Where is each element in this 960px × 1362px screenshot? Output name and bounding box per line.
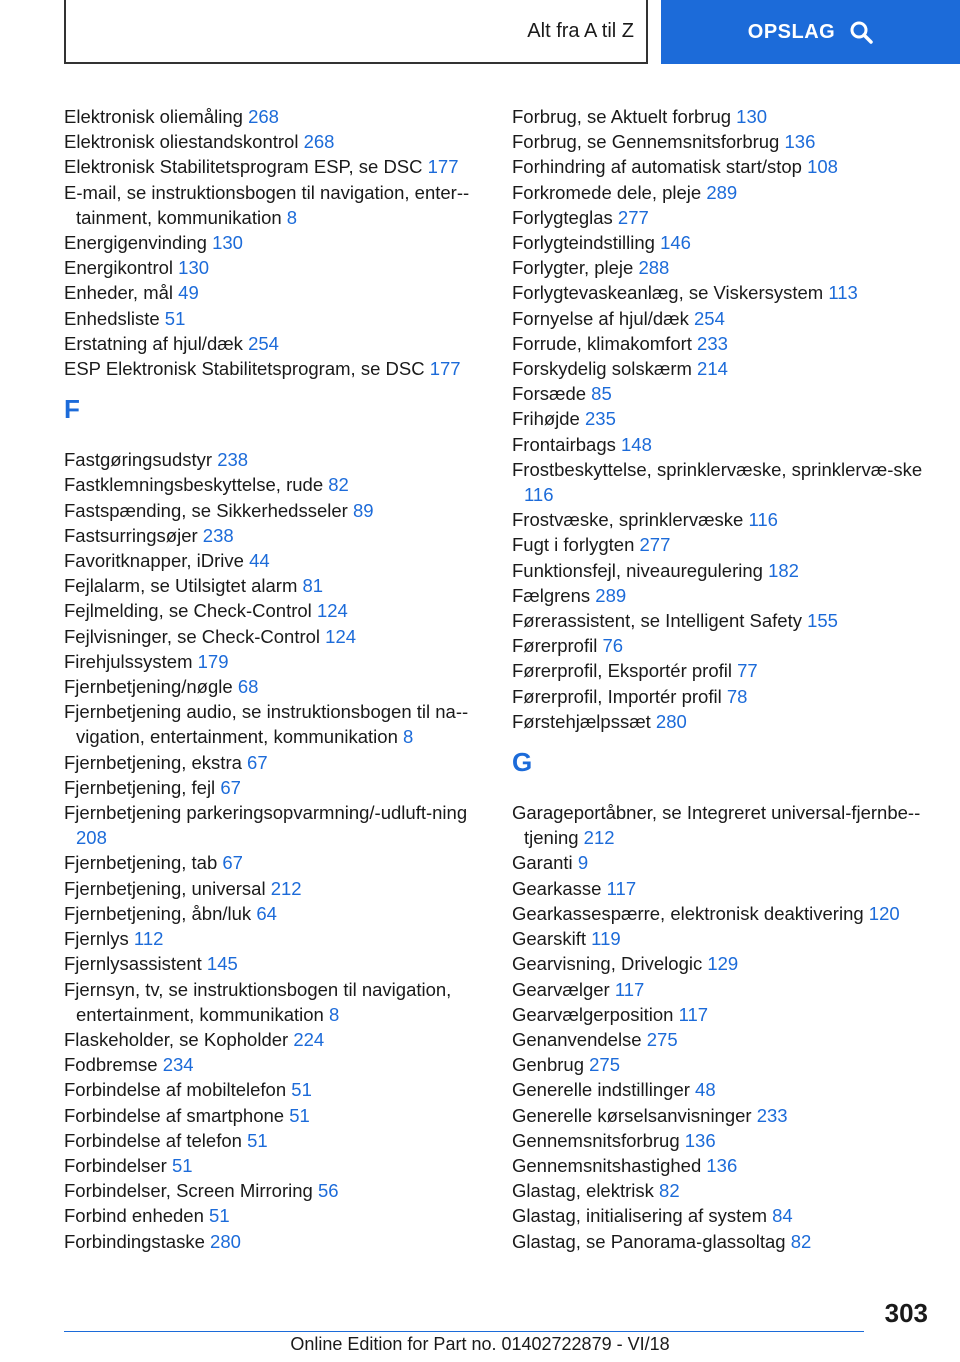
search-button-label: OPSLAG: [747, 20, 836, 43]
index-entry: [512, 876, 932, 901]
index-entry-text: Frihøjde: [512, 408, 585, 430]
index-entry-text: Forbindelser: [64, 1154, 172, 1176]
index-entry-text: Førerprofil, Importér profil: [512, 685, 727, 707]
index-entry: [512, 558, 932, 583]
index-entry: [512, 457, 932, 507]
index-entry-text: Fjernbetjening/nøgle: [64, 676, 238, 698]
index-entry: [512, 850, 932, 875]
index-entry-text: Gennemsnitshastighed: [512, 1154, 707, 1176]
index-entry-text: Fjernlys: [64, 928, 134, 950]
index-entry-text: ESP Elektronisk Stabilitetsprogram, se DSC: [64, 358, 430, 380]
index-entry: [64, 800, 484, 850]
index-entry: [64, 306, 484, 331]
index-entry: [512, 709, 932, 734]
index-page-link[interactable]: 84: [772, 1205, 793, 1227]
index-entry: [64, 624, 484, 649]
index-page-link[interactable]: 177: [429, 358, 461, 380]
index-entry-text: Gearkasse: [512, 877, 607, 899]
index-entry: [64, 901, 484, 926]
index-entry: [64, 1203, 484, 1228]
index-page-link[interactable]: 78: [726, 685, 748, 707]
index-page-link[interactable]: 177: [427, 156, 459, 178]
index-entry: [64, 280, 484, 305]
index-entry: [64, 331, 484, 356]
index-page-link[interactable]: 48: [695, 1079, 716, 1101]
index-page-link[interactable]: 112: [133, 928, 164, 950]
index-page-link[interactable]: 51: [209, 1205, 230, 1227]
index-entry: [512, 926, 932, 951]
index-entry-text: Forsæde: [512, 383, 592, 405]
index-entry-text: Gearvælger: [512, 978, 615, 1000]
index-entry: [512, 331, 932, 356]
index-entry-text: Fastgøringsudstyr: [64, 449, 218, 471]
index-entry: [512, 1002, 932, 1027]
index-entry-text: Generelle indstillinger: [512, 1079, 696, 1101]
index-page-link[interactable]: 130: [736, 106, 768, 127]
index-entry-text: E-mail, se instruktionsbogen til navigation, enter-tainment, kommunikation: [64, 181, 470, 228]
index-entry-text: Fastsurringsøjer: [64, 524, 203, 546]
index-entry-text: Forbindingstaske: [64, 1230, 211, 1252]
index-entry-text: Forlygteindstilling: [512, 232, 661, 254]
index-column-left: [64, 104, 484, 1254]
index-page-link[interactable]: 268: [248, 106, 279, 127]
index-entry: [64, 447, 484, 472]
index-entry: [64, 699, 484, 749]
search-icon: [849, 20, 873, 44]
index-page-link[interactable]: 136: [684, 1129, 716, 1151]
index-entry-text: Forlygteglas: [512, 206, 618, 228]
index-column-right: [512, 104, 932, 1254]
index-entry: [512, 633, 932, 658]
index-entry: [512, 800, 932, 850]
index-entry-text: Fejlmelding, se Check-Control: [64, 600, 317, 622]
index-entry-text: Fodbremse: [64, 1054, 163, 1076]
index-page-link[interactable]: 288: [638, 257, 670, 279]
index-entry: [512, 507, 932, 532]
index-entry-text: Generelle kørselsanvisninger: [512, 1104, 757, 1126]
index-entry-text: Forbindelse af mobiltelefon: [64, 1079, 292, 1101]
index-page-link[interactable]: 136: [706, 1154, 738, 1176]
index-entry-text: Fjernbetjening, fejl: [64, 776, 221, 798]
index-page-link[interactable]: 155: [807, 610, 838, 632]
index-entry-text: Frostvæske, sprinklervæske: [512, 509, 749, 531]
index-page-link[interactable]: 254: [694, 307, 725, 329]
index-entry: [64, 977, 484, 1027]
index-page-link[interactable]: 136: [784, 131, 816, 153]
index-page-link[interactable]: 81: [302, 575, 324, 597]
index-entry-text: Elektronisk oliestandskontrol: [64, 131, 304, 153]
index-entry: [64, 230, 484, 255]
index-page-link[interactable]: 120: [868, 902, 900, 924]
index-page-link[interactable]: 289: [595, 584, 627, 606]
index-entry-text: Gearkassespærre, elektronisk deaktivering: [512, 902, 869, 924]
index-entry: [512, 432, 932, 457]
index-page-link[interactable]: 146: [660, 232, 691, 254]
section-tab-label: Alt fra A til Z: [527, 19, 634, 42]
index-entry-text: Favoritknapper, iDrive: [64, 550, 250, 572]
index-page-link[interactable]: 268: [303, 131, 335, 153]
index-entry-text: Fjernbetjening, åbn/luk: [64, 902, 257, 924]
index-entry-text: Forbindelse af telefon: [64, 1129, 248, 1151]
index-page-link[interactable]: 116: [748, 509, 778, 531]
index-page-link[interactable]: 212: [583, 827, 615, 849]
index-page-link[interactable]: 76: [602, 635, 624, 657]
index-page-link[interactable]: 129: [707, 953, 739, 975]
index-entry: [64, 750, 484, 775]
index-page-link[interactable]: 51: [164, 307, 186, 329]
index-entry: [64, 1153, 484, 1178]
index-entry: [512, 532, 932, 557]
index-entry-text: Forhindring af automatisk start/stop: [512, 156, 808, 178]
index-entry-text: Forrude, klimakomfort: [512, 332, 698, 354]
index-entry: [512, 280, 932, 305]
index-entry: [512, 306, 932, 331]
index-entry: [512, 406, 932, 431]
index-entry: [64, 674, 484, 699]
index-entry: [64, 180, 484, 230]
index-entry: [512, 255, 932, 280]
index-entry: [512, 1203, 932, 1228]
index-entry: [64, 876, 484, 901]
index-page-link[interactable]: 233: [697, 332, 728, 354]
index-entry: [512, 951, 932, 976]
index-page-link[interactable]: 51: [171, 1154, 193, 1176]
index-entry-text: Energigenvinding: [64, 232, 213, 254]
index-entry: [64, 154, 484, 179]
index-page-link[interactable]: 67: [222, 852, 243, 874]
index-page-link[interactable]: 275: [646, 1028, 678, 1050]
index-page-link[interactable]: 235: [585, 408, 616, 430]
index-entry: [64, 598, 484, 623]
index-page-link[interactable]: 117: [678, 1003, 709, 1025]
index-entry-text: Fastklemningsbeskyttelse, rude: [64, 474, 329, 496]
index-entry-text: Glastag, se Panorama-glassoltag: [512, 1230, 791, 1252]
index-entry-text: Fjernbetjening, ekstra: [64, 751, 248, 773]
index-entry: [512, 1229, 932, 1254]
index-entry-text: Forlygtevaskeanlæg, se Viskersystem: [512, 282, 829, 304]
index-entry: [64, 649, 484, 674]
index-entry: [512, 1153, 932, 1178]
index-entry: [512, 1178, 932, 1203]
index-entry-text: Glastag, elektrisk: [512, 1180, 660, 1202]
index-entry-text: Førstehjælpssæt: [512, 710, 656, 732]
index-entry: [64, 1027, 484, 1052]
index-page-link[interactable]: 117: [606, 877, 637, 899]
index-entry-text: Forbindelser, Screen Mirroring: [64, 1180, 318, 1202]
index-entry: [64, 1103, 484, 1128]
index-page-link[interactable]: 238: [217, 449, 249, 471]
index-page-link[interactable]: 117: [614, 978, 645, 1000]
index-entry-text: Forbrug, se Aktuelt forbrug: [512, 106, 737, 127]
index-entry: [512, 230, 932, 255]
index-page-link[interactable]: 113: [828, 282, 858, 304]
index-entry-text: Energikontrol: [64, 257, 179, 279]
index-entry: [512, 658, 932, 683]
index-page-link[interactable]: 44: [249, 550, 270, 572]
index-entry-text: Forbrug, se Gennemsnitsforbrug: [512, 131, 785, 153]
index-page-link[interactable]: 51: [247, 1129, 268, 1151]
index-entry: [64, 104, 484, 129]
index-entry-text: Frostbeskyttelse, sprinklervæske, sprinklervæ-ske: [512, 458, 923, 480]
index-entry: [512, 1103, 932, 1128]
index-entry-text: Flaskeholder, se Kopholder: [64, 1028, 294, 1050]
index-entry-text: Fejlvisninger, se Check-Control: [64, 625, 326, 647]
index-page-link[interactable]: 49: [178, 282, 199, 304]
index-entry-text: Førerassistent, se Intelligent Safety: [512, 610, 808, 632]
index-page-link[interactable]: 85: [591, 383, 612, 405]
index-entry-text: Forbind enheden: [64, 1205, 210, 1227]
index-entry: [512, 205, 932, 230]
index-page-link[interactable]: 64: [256, 902, 277, 924]
index-entry: [64, 1077, 484, 1102]
index-entry-text: Erstatning af hjul/dæk: [64, 332, 249, 354]
index-entry-text: Fornyelse af hjul/dæk: [512, 307, 695, 329]
index-page-link[interactable]: 119: [591, 928, 621, 950]
index-entry: [512, 1077, 932, 1102]
index-entry: [64, 356, 484, 381]
index-entry-text: Fjernbetjening, tab: [64, 852, 223, 874]
index-entry: [512, 1052, 932, 1077]
index-page-link[interactable]: 9: [577, 852, 589, 874]
index-entry-text: Forbindelse af smartphone: [64, 1104, 290, 1126]
index-page-link[interactable]: 51: [291, 1079, 312, 1101]
index-page-link[interactable]: 208: [76, 827, 107, 849]
index-page-link[interactable]: 130: [212, 232, 243, 254]
index-entry-text: Genanvendelse: [512, 1028, 647, 1050]
index-entry-text: Fjernbetjening audio, se instruktionsbogen til na-vigation, entertainment, kommunikation: [64, 701, 469, 748]
index-page-link[interactable]: 116: [524, 484, 554, 506]
index-entry-text: Fastspænding, se Sikkerhedsseler: [64, 499, 353, 521]
index-entry-text: Førerprofil: [512, 635, 603, 657]
index-entry-text: Gearvælgerposition: [512, 1003, 679, 1025]
index-entry-text: Elektronisk oliemåling: [64, 106, 249, 127]
index-entry-text: Elektronisk Stabilitetsprogram ESP, se DSC: [64, 156, 428, 178]
index-entry-text: Fælgrens: [512, 584, 596, 606]
index-page-link[interactable]: 233: [756, 1104, 788, 1126]
page-number: 303: [884, 1298, 928, 1328]
index-entry-text: Fjernbetjening parkeringsopvarmning/-udluft-ning: [64, 802, 468, 824]
index-entry: [512, 180, 932, 205]
index-page-link[interactable]: 8: [328, 1003, 340, 1025]
index-page-link[interactable]: 224: [293, 1028, 325, 1050]
index-page-link[interactable]: 51: [289, 1104, 310, 1126]
index-entry: [512, 977, 932, 1002]
index-entry-text: Førerprofil, Eksportér profil: [512, 660, 738, 682]
index-entry: [512, 154, 932, 179]
index-page-link[interactable]: 289: [706, 181, 738, 203]
index-entry: [512, 1027, 932, 1052]
index-page-link[interactable]: 280: [210, 1230, 241, 1252]
index-entry-text: Garanti: [512, 852, 578, 874]
index-entry-text: Firehjulssystem: [64, 650, 198, 672]
index-entry-text: Fjernbetjening, universal: [64, 877, 271, 899]
index-entry: [512, 356, 932, 381]
index-entry: [64, 1052, 484, 1077]
index-entry-text: Forkromede dele, pleje: [512, 181, 707, 203]
index-page-link[interactable]: 67: [247, 751, 268, 773]
index-entry: [512, 901, 932, 926]
index-page-link[interactable]: 277: [617, 206, 649, 228]
index-entry: [64, 129, 484, 154]
index-page-link[interactable]: 280: [655, 710, 687, 732]
search-button[interactable]: [661, 0, 960, 64]
index-page-link[interactable]: 130: [178, 257, 210, 279]
index-entry-text: Gearskift: [512, 928, 592, 950]
index-entry-text: Enhedsliste: [64, 307, 165, 329]
index-entry-text: Gearvisning, Drivelogic: [512, 953, 708, 975]
index-page-link[interactable]: 145: [206, 953, 238, 975]
index-entry-text: Glastag, initialisering af system: [512, 1205, 773, 1227]
footer-divider: [64, 1331, 864, 1332]
index-page-link[interactable]: 179: [197, 650, 229, 672]
index-entry-text: Funktionsfejl, niveauregulering: [512, 559, 769, 581]
index-entry: [64, 775, 484, 800]
index-page-link[interactable]: 8: [286, 206, 298, 228]
section-tab-alt-fra-a-til-z[interactable]: [64, 0, 648, 64]
footer-edition-text: Online Edition for Part no. 01402722879 - VI/18: [290, 1334, 670, 1354]
index-entry: [64, 926, 484, 951]
index-page-link[interactable]: 67: [220, 776, 241, 798]
index-page-link[interactable]: 212: [270, 877, 302, 899]
index-page-link[interactable]: 77: [737, 660, 758, 682]
index-page-link[interactable]: 124: [325, 625, 357, 647]
index-entry-text: Genbrug: [512, 1054, 590, 1076]
index-page-link[interactable]: 124: [316, 600, 348, 622]
index-page-link[interactable]: 254: [248, 332, 279, 354]
index-page-link[interactable]: 238: [202, 524, 234, 546]
index-entry: [512, 381, 932, 406]
index-entry-text: Frontairbags: [512, 433, 621, 455]
index-entry-text: Fjernsyn, tv, se instruktionsbogen til navigation, entertainment, kommunikation: [64, 978, 452, 1025]
index-entry: [64, 498, 484, 523]
index-letter-heading: F: [64, 394, 80, 425]
index-entry: [512, 583, 932, 608]
index-page-link[interactable]: 182: [768, 559, 799, 581]
index-entry-text: Gennemsnitsforbrug: [512, 1129, 685, 1151]
index-entry-text: Forskydelig solskærm: [512, 358, 698, 380]
index-entry: [64, 1229, 484, 1254]
index-entry-text: Fejlalarm, se Utilsigtet alarm: [64, 575, 303, 597]
index-entry-text: Garageportåbner, se Integreret universal-fjernbe-tjening: [512, 802, 921, 849]
index-entry-text: Enheder, mål: [64, 282, 179, 304]
index-page-link[interactable]: 56: [317, 1180, 339, 1202]
index-entry: [64, 523, 484, 548]
index-page-link[interactable]: 8: [403, 726, 414, 748]
index-page-link[interactable]: 234: [162, 1054, 194, 1076]
index-entry-text: Fjernlysassistent: [64, 953, 207, 975]
index-page-link[interactable]: 148: [621, 433, 652, 455]
index-page-link[interactable]: 275: [589, 1054, 621, 1076]
index-entry: [64, 951, 484, 976]
index-entry: [64, 850, 484, 875]
index-entry: [64, 255, 484, 280]
index-entry: [64, 1178, 484, 1203]
index-page-link[interactable]: 108: [807, 156, 838, 178]
index-entry: [64, 1128, 484, 1153]
index-page-link[interactable]: 68: [237, 676, 259, 698]
index-entry: [64, 548, 484, 573]
index-letter-heading: G: [512, 747, 533, 778]
index-entry-text: Fugt i forlygten: [512, 534, 640, 556]
index-page-link[interactable]: 214: [697, 358, 728, 380]
index-entry-text: Forlygter, pleje: [512, 257, 639, 279]
index-entry: [512, 104, 932, 129]
index-page-link[interactable]: 82: [790, 1230, 812, 1252]
index-entry: [512, 129, 932, 154]
index-page-link[interactable]: 82: [328, 474, 349, 496]
index-page-link[interactable]: 277: [639, 534, 671, 556]
index-page-link[interactable]: 89: [352, 499, 374, 521]
index-page-link[interactable]: 82: [659, 1180, 680, 1202]
index-entry: [64, 472, 484, 497]
index-entry: [512, 1128, 932, 1153]
index-entry: [64, 573, 484, 598]
index-entry: [512, 608, 932, 633]
index-entry: [512, 684, 932, 709]
